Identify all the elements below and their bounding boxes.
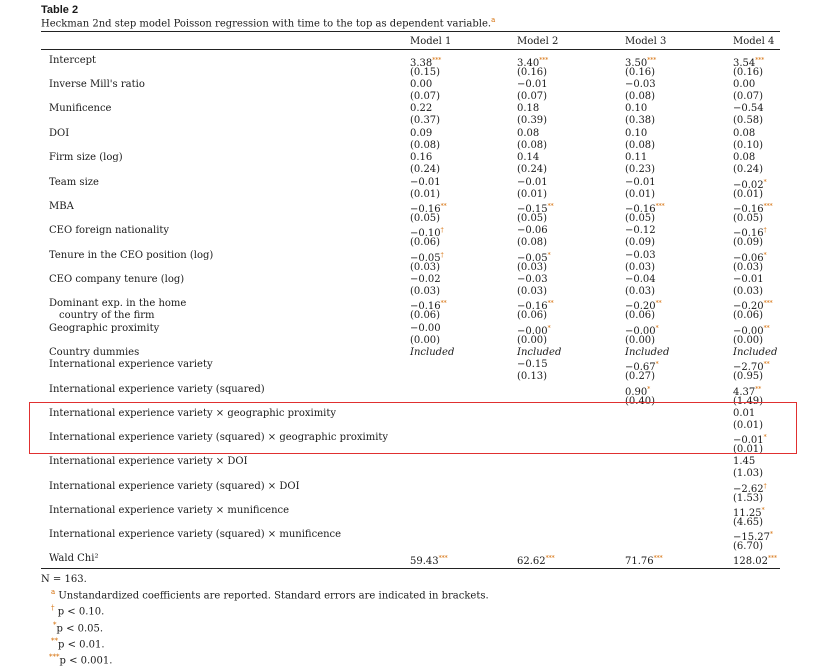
coefficient-value: −0.16 xyxy=(410,204,441,215)
coefficient-cell xyxy=(410,177,441,189)
footnote-a-marker: a xyxy=(51,588,56,596)
coefficient-cell xyxy=(625,225,656,237)
standard-error-cell: (0.05) xyxy=(410,213,441,224)
standard-error-cell: (1.53) xyxy=(733,493,764,504)
standard-error-cell: (0.00) xyxy=(410,335,441,346)
coefficient-value: 1.45 xyxy=(733,456,756,467)
row-label: MBA xyxy=(49,201,74,212)
coefficient-cell xyxy=(517,103,539,115)
standard-error-cell: (0.08) xyxy=(625,91,656,102)
row-label: Inverse Mill's ratio xyxy=(49,79,145,90)
table-caption xyxy=(41,16,495,29)
coefficient-cell xyxy=(733,456,755,468)
row-label: Intercept xyxy=(49,55,97,66)
sig-note-2-symbol: * xyxy=(53,620,57,629)
coefficient-cell xyxy=(410,79,432,91)
coefficient-cell xyxy=(410,103,432,115)
coefficient-cell xyxy=(410,152,432,164)
standard-error-cell: (0.08) xyxy=(625,140,656,151)
sig-note-3-symbol: ** xyxy=(51,636,58,645)
coefficient-cell xyxy=(517,274,548,286)
standard-error-cell: (0.07) xyxy=(733,91,764,102)
coefficient-value: −0.00 xyxy=(410,323,441,334)
coefficient-cell xyxy=(410,323,441,335)
coefficient-value: 0.11 xyxy=(625,152,648,163)
column-header-model-4: Model 4 xyxy=(733,36,775,47)
standard-error-cell: (0.58) xyxy=(733,115,764,126)
coefficient-value: −0.01 xyxy=(517,177,548,188)
coefficient-value: 0.10 xyxy=(625,128,648,139)
coefficient-cell xyxy=(625,177,656,189)
standard-error-cell: (0.00) xyxy=(733,335,764,346)
significance-marker: ** xyxy=(440,203,447,210)
significance-marker: * xyxy=(763,434,767,441)
significance-marker: * xyxy=(763,252,767,259)
coefficient-value: 0.08 xyxy=(517,128,540,139)
sig-note-2 xyxy=(41,619,489,635)
coefficient-value: 0.90 xyxy=(625,387,648,398)
coefficient-value: 0.09 xyxy=(410,128,433,139)
sig-note-4-symbol: *** xyxy=(49,653,60,662)
coefficient-value: −0.01 xyxy=(410,177,441,188)
coefficient-value: −0.20 xyxy=(733,301,764,312)
row-label: CEO company tenure (log) xyxy=(49,274,185,285)
standard-error-cell: (0.13) xyxy=(517,371,548,382)
significance-marker: ** xyxy=(547,300,554,307)
standard-error-cell: (0.03) xyxy=(410,262,441,273)
sample-size-note: N = 163. xyxy=(41,574,87,585)
standard-error-cell: (0.06) xyxy=(625,310,656,321)
standard-error-cell: (0.39) xyxy=(517,115,548,126)
significance-marker: ** xyxy=(547,203,554,210)
standard-error-cell: (0.03) xyxy=(733,262,764,273)
coefficient-value: 3.40 xyxy=(517,58,540,69)
coefficient-value: −0.20 xyxy=(625,301,656,312)
significance-marker: * xyxy=(770,531,774,538)
caption-footnote-marker: a xyxy=(491,16,496,24)
standard-error-cell: (0.08) xyxy=(517,140,548,151)
coefficient-cell xyxy=(410,553,448,568)
sig-note-3-text: p < 0.01. xyxy=(58,639,105,651)
standard-error-cell: (0.05) xyxy=(733,213,764,224)
coefficient-value: −0.16 xyxy=(733,204,764,215)
coefficient-value: 0.18 xyxy=(517,103,540,114)
coefficient-value: 0.01 xyxy=(733,408,756,419)
coefficient-value: −0.12 xyxy=(625,225,656,236)
coefficient-value: −2.62 xyxy=(733,484,764,495)
coefficient-value: −0.04 xyxy=(625,274,656,285)
coefficient-value: −0.06 xyxy=(733,253,764,264)
coefficient-cell xyxy=(625,128,647,140)
row-label: CEO foreign nationality xyxy=(49,225,170,236)
standard-error-cell: (0.16) xyxy=(733,67,764,78)
table-caption-label: Table 2 xyxy=(41,4,79,16)
row-label: Geographic proximity xyxy=(49,323,160,334)
significance-marker: † xyxy=(440,227,444,234)
sig-note-1 xyxy=(41,602,489,618)
footnote-a-text: Unstandardized coefficients are reported. Standard errors are indicated in brackets. xyxy=(58,590,489,602)
standard-error-cell: (0.05) xyxy=(625,213,656,224)
coefficient-cell xyxy=(517,359,548,371)
coefficient-value: −0.10 xyxy=(410,228,441,239)
standard-error-cell: (0.23) xyxy=(625,164,656,175)
coefficient-cell xyxy=(733,274,764,286)
significance-marker: ** xyxy=(755,386,762,393)
coefficient-cell xyxy=(517,177,548,189)
coefficient-value: −0.03 xyxy=(625,79,656,90)
row-label: International experience variety × munificence xyxy=(49,505,290,516)
row-label: International experience variety (squared) × DOI xyxy=(49,481,300,492)
sig-note-2-text: p < 0.05. xyxy=(56,622,104,634)
coefficient-value: 0.14 xyxy=(517,152,540,163)
coefficient-value: 3.54 xyxy=(733,58,756,69)
coefficient-value: Included xyxy=(733,347,778,358)
coefficient-value: −0.16 xyxy=(625,204,656,215)
standard-error-cell: (0.00) xyxy=(517,335,548,346)
coefficient-value: −0.16 xyxy=(517,301,548,312)
standard-error-cell: (0.07) xyxy=(410,91,441,102)
row-label: Tenure in the CEO position (log) xyxy=(49,250,214,261)
coefficient-cell xyxy=(625,274,656,286)
column-header-model-2: Model 2 xyxy=(517,36,559,47)
significance-marker: * xyxy=(655,325,659,332)
standard-error-cell: (0.01) xyxy=(517,189,548,200)
significance-marker: † xyxy=(440,252,444,259)
table-caption-text: Heckman 2nd step model Poisson regression with time to the top as dependent variable. xyxy=(41,18,492,30)
coefficient-value: −0.00 xyxy=(625,326,656,337)
coefficient-value: 3.38 xyxy=(410,58,433,69)
coefficient-cell xyxy=(625,250,656,262)
significance-marker: ** xyxy=(440,300,447,307)
coefficient-cell xyxy=(410,347,454,359)
sig-note-4 xyxy=(41,651,489,667)
coefficient-value: −0.01 xyxy=(733,435,764,446)
coefficient-cell xyxy=(625,553,663,568)
standard-error-cell: (0.10) xyxy=(733,140,764,151)
standard-error-cell: (0.07) xyxy=(517,91,548,102)
coefficient-value: −0.03 xyxy=(625,250,656,261)
standard-error-cell: (0.03) xyxy=(517,286,548,297)
significance-marker: *** xyxy=(763,203,773,210)
standard-error-cell: (0.27) xyxy=(625,371,656,382)
coefficient-value: 71.76 xyxy=(625,556,654,567)
row-label: Firm size (log) xyxy=(49,152,123,163)
row-label: International experience variety (squared) × geographic proximity xyxy=(49,432,389,443)
standard-error-cell: (0.03) xyxy=(410,286,441,297)
standard-error-cell: (0.00) xyxy=(625,335,656,346)
standard-error-cell: (0.24) xyxy=(733,164,764,175)
coefficient-value: −0.67 xyxy=(625,362,656,373)
standard-error-cell: (0.03) xyxy=(625,262,656,273)
standard-error-cell: (0.09) xyxy=(625,237,656,248)
coefficient-value: 0.22 xyxy=(410,103,433,114)
coefficient-value: 0.08 xyxy=(733,152,756,163)
significance-marker: *** xyxy=(763,300,773,307)
standard-error-cell: (0.15) xyxy=(410,67,441,78)
standard-error-cell: (0.08) xyxy=(517,237,548,248)
standard-error-cell: (0.40) xyxy=(625,396,656,407)
coefficient-value: −0.01 xyxy=(625,177,656,188)
coefficient-value: 62.62 xyxy=(517,556,546,567)
significance-marker: * xyxy=(655,361,659,368)
standard-error-cell: (0.01) xyxy=(733,420,764,431)
top-rule xyxy=(41,31,780,32)
coefficient-value: −0.15 xyxy=(517,204,548,215)
standard-error-cell: (0.09) xyxy=(733,237,764,248)
row-label: Country dummies xyxy=(49,347,140,358)
highlight-box xyxy=(29,402,797,454)
coefficient-cell xyxy=(625,152,647,164)
column-header-model-1: Model 1 xyxy=(410,36,452,47)
significance-marker: ** xyxy=(763,325,770,332)
sig-note-1-text: p < 0.10. xyxy=(57,606,105,618)
coefficient-value: −0.54 xyxy=(733,103,764,114)
standard-error-cell: (0.24) xyxy=(517,164,548,175)
standard-error-cell: (0.06) xyxy=(517,310,548,321)
coefficient-cell xyxy=(517,152,539,164)
header-rule xyxy=(41,49,780,50)
coefficient-cell xyxy=(733,152,755,164)
standard-error-cell: (1.03) xyxy=(733,468,764,479)
coefficient-value: Included xyxy=(517,347,562,358)
significance-marker: ** xyxy=(655,300,662,307)
coefficient-cell xyxy=(625,79,656,91)
standard-error-cell: (0.16) xyxy=(517,67,548,78)
standard-error-cell: (1.49) xyxy=(733,396,764,407)
significance-marker: *** xyxy=(438,555,448,562)
standard-error-cell: (0.37) xyxy=(410,115,441,126)
significance-marker: *** xyxy=(655,203,665,210)
coefficient-cell xyxy=(733,128,755,140)
coefficient-cell xyxy=(733,103,764,115)
significance-marker: *** xyxy=(539,57,549,64)
coefficient-cell xyxy=(733,553,777,568)
coefficient-value: 11.25 xyxy=(733,508,762,519)
coefficient-value: Included xyxy=(410,347,455,358)
sig-note-4-text: p < 0.001. xyxy=(59,655,113,667)
coefficient-value: −2.70 xyxy=(733,362,764,373)
coefficient-cell xyxy=(517,225,548,237)
row-label: Munificence xyxy=(49,103,112,114)
coefficient-value: 3.50 xyxy=(625,58,648,69)
standard-error-cell: (0.01) xyxy=(733,444,764,455)
row-label: International experience variety (squared) × munificence xyxy=(49,529,342,540)
coefficient-cell xyxy=(410,128,432,140)
significance-marker: † xyxy=(763,227,767,234)
coefficient-value: −0.00 xyxy=(517,326,548,337)
standard-error-cell: (0.03) xyxy=(625,286,656,297)
coefficient-value: −0.00 xyxy=(733,326,764,337)
standard-error-cell: (6.70) xyxy=(733,541,764,552)
coefficient-cell xyxy=(733,79,755,91)
row-label-continued: country of the firm xyxy=(59,310,155,321)
standard-error-cell: (0.06) xyxy=(410,237,441,248)
standard-error-cell: (0.01) xyxy=(625,189,656,200)
coefficient-cell xyxy=(517,79,548,91)
significance-marker: *** xyxy=(755,57,765,64)
sig-note-1-symbol: † xyxy=(51,604,55,613)
coefficient-value: −0.16 xyxy=(733,228,764,239)
coefficient-cell xyxy=(410,274,441,286)
standard-error-cell: (0.06) xyxy=(733,310,764,321)
standard-error-cell: (0.05) xyxy=(517,213,548,224)
significance-marker: * xyxy=(763,179,767,186)
row-label: DOI xyxy=(49,128,70,139)
standard-error-cell: (0.03) xyxy=(733,286,764,297)
standard-error-cell: (0.03) xyxy=(517,262,548,273)
significance-marker: * xyxy=(647,386,651,393)
coefficient-value: −0.05 xyxy=(517,253,548,264)
coefficient-value: 0.00 xyxy=(733,79,756,90)
significance-marker: *** xyxy=(768,555,777,562)
standard-error-cell: (0.01) xyxy=(410,189,441,200)
coefficient-value: 0.00 xyxy=(410,79,433,90)
coefficient-value: −0.02 xyxy=(410,274,441,285)
coefficient-value: 4.37 xyxy=(733,387,756,398)
coefficient-value: Included xyxy=(625,347,670,358)
coefficient-cell xyxy=(733,347,777,359)
row-label: International experience variety × geographic proximity xyxy=(49,408,337,419)
row-label: Wald Chi² xyxy=(49,553,99,564)
significance-marker: * xyxy=(761,507,765,514)
row-label: Team size xyxy=(49,177,99,188)
coefficient-cell xyxy=(625,103,647,115)
coefficient-value: 0.10 xyxy=(625,103,648,114)
coefficient-cell xyxy=(517,347,561,359)
row-label: International experience variety xyxy=(49,359,213,370)
coefficient-value: −0.01 xyxy=(517,79,548,90)
coefficient-value: −0.05 xyxy=(410,253,441,264)
significance-marker: *** xyxy=(647,57,657,64)
coefficient-value: 0.08 xyxy=(733,128,756,139)
coefficient-value: −0.16 xyxy=(410,301,441,312)
significance-marker: *** xyxy=(653,555,663,562)
significance-marker: † xyxy=(763,483,767,490)
coefficient-value: 128.02 xyxy=(733,556,768,567)
row-label: International experience variety (squared) xyxy=(49,384,265,395)
coefficient-value: −0.15 xyxy=(517,359,548,370)
standard-error-cell: (0.08) xyxy=(410,140,441,151)
standard-error-cell: (0.24) xyxy=(410,164,441,175)
significance-marker: * xyxy=(547,252,551,259)
coefficient-cell xyxy=(625,347,669,359)
coefficient-cell xyxy=(517,128,539,140)
bottom-rule xyxy=(41,568,780,569)
standard-error-cell: (0.38) xyxy=(625,115,656,126)
coefficient-value: −0.01 xyxy=(733,274,764,285)
significance-marker: *** xyxy=(432,57,442,64)
standard-error-cell: (0.06) xyxy=(410,310,441,321)
significance-marker: ** xyxy=(763,361,770,368)
standard-error-cell: (0.16) xyxy=(625,67,656,78)
coefficient-value: −0.06 xyxy=(517,225,548,236)
standard-error-cell: (0.01) xyxy=(733,189,764,200)
coefficient-value: −0.03 xyxy=(517,274,548,285)
coefficient-value: 0.16 xyxy=(410,152,433,163)
footnote-a xyxy=(41,586,489,602)
row-label: Dominant exp. in the home xyxy=(49,298,187,309)
coefficient-cell xyxy=(517,553,555,568)
standard-error-cell: (0.95) xyxy=(733,371,764,382)
sig-note-3 xyxy=(41,635,489,651)
standard-error-cell: (4.65) xyxy=(733,517,764,528)
significance-marker: * xyxy=(547,325,551,332)
coefficient-value: 59.43 xyxy=(410,556,439,567)
column-header-model-3: Model 3 xyxy=(625,36,667,47)
coefficient-value: −0.02 xyxy=(733,180,764,191)
table-notes xyxy=(41,574,489,668)
significance-marker: *** xyxy=(545,555,555,562)
row-label: International experience variety × DOI xyxy=(49,456,248,467)
coefficient-value: −15.27 xyxy=(733,532,771,543)
